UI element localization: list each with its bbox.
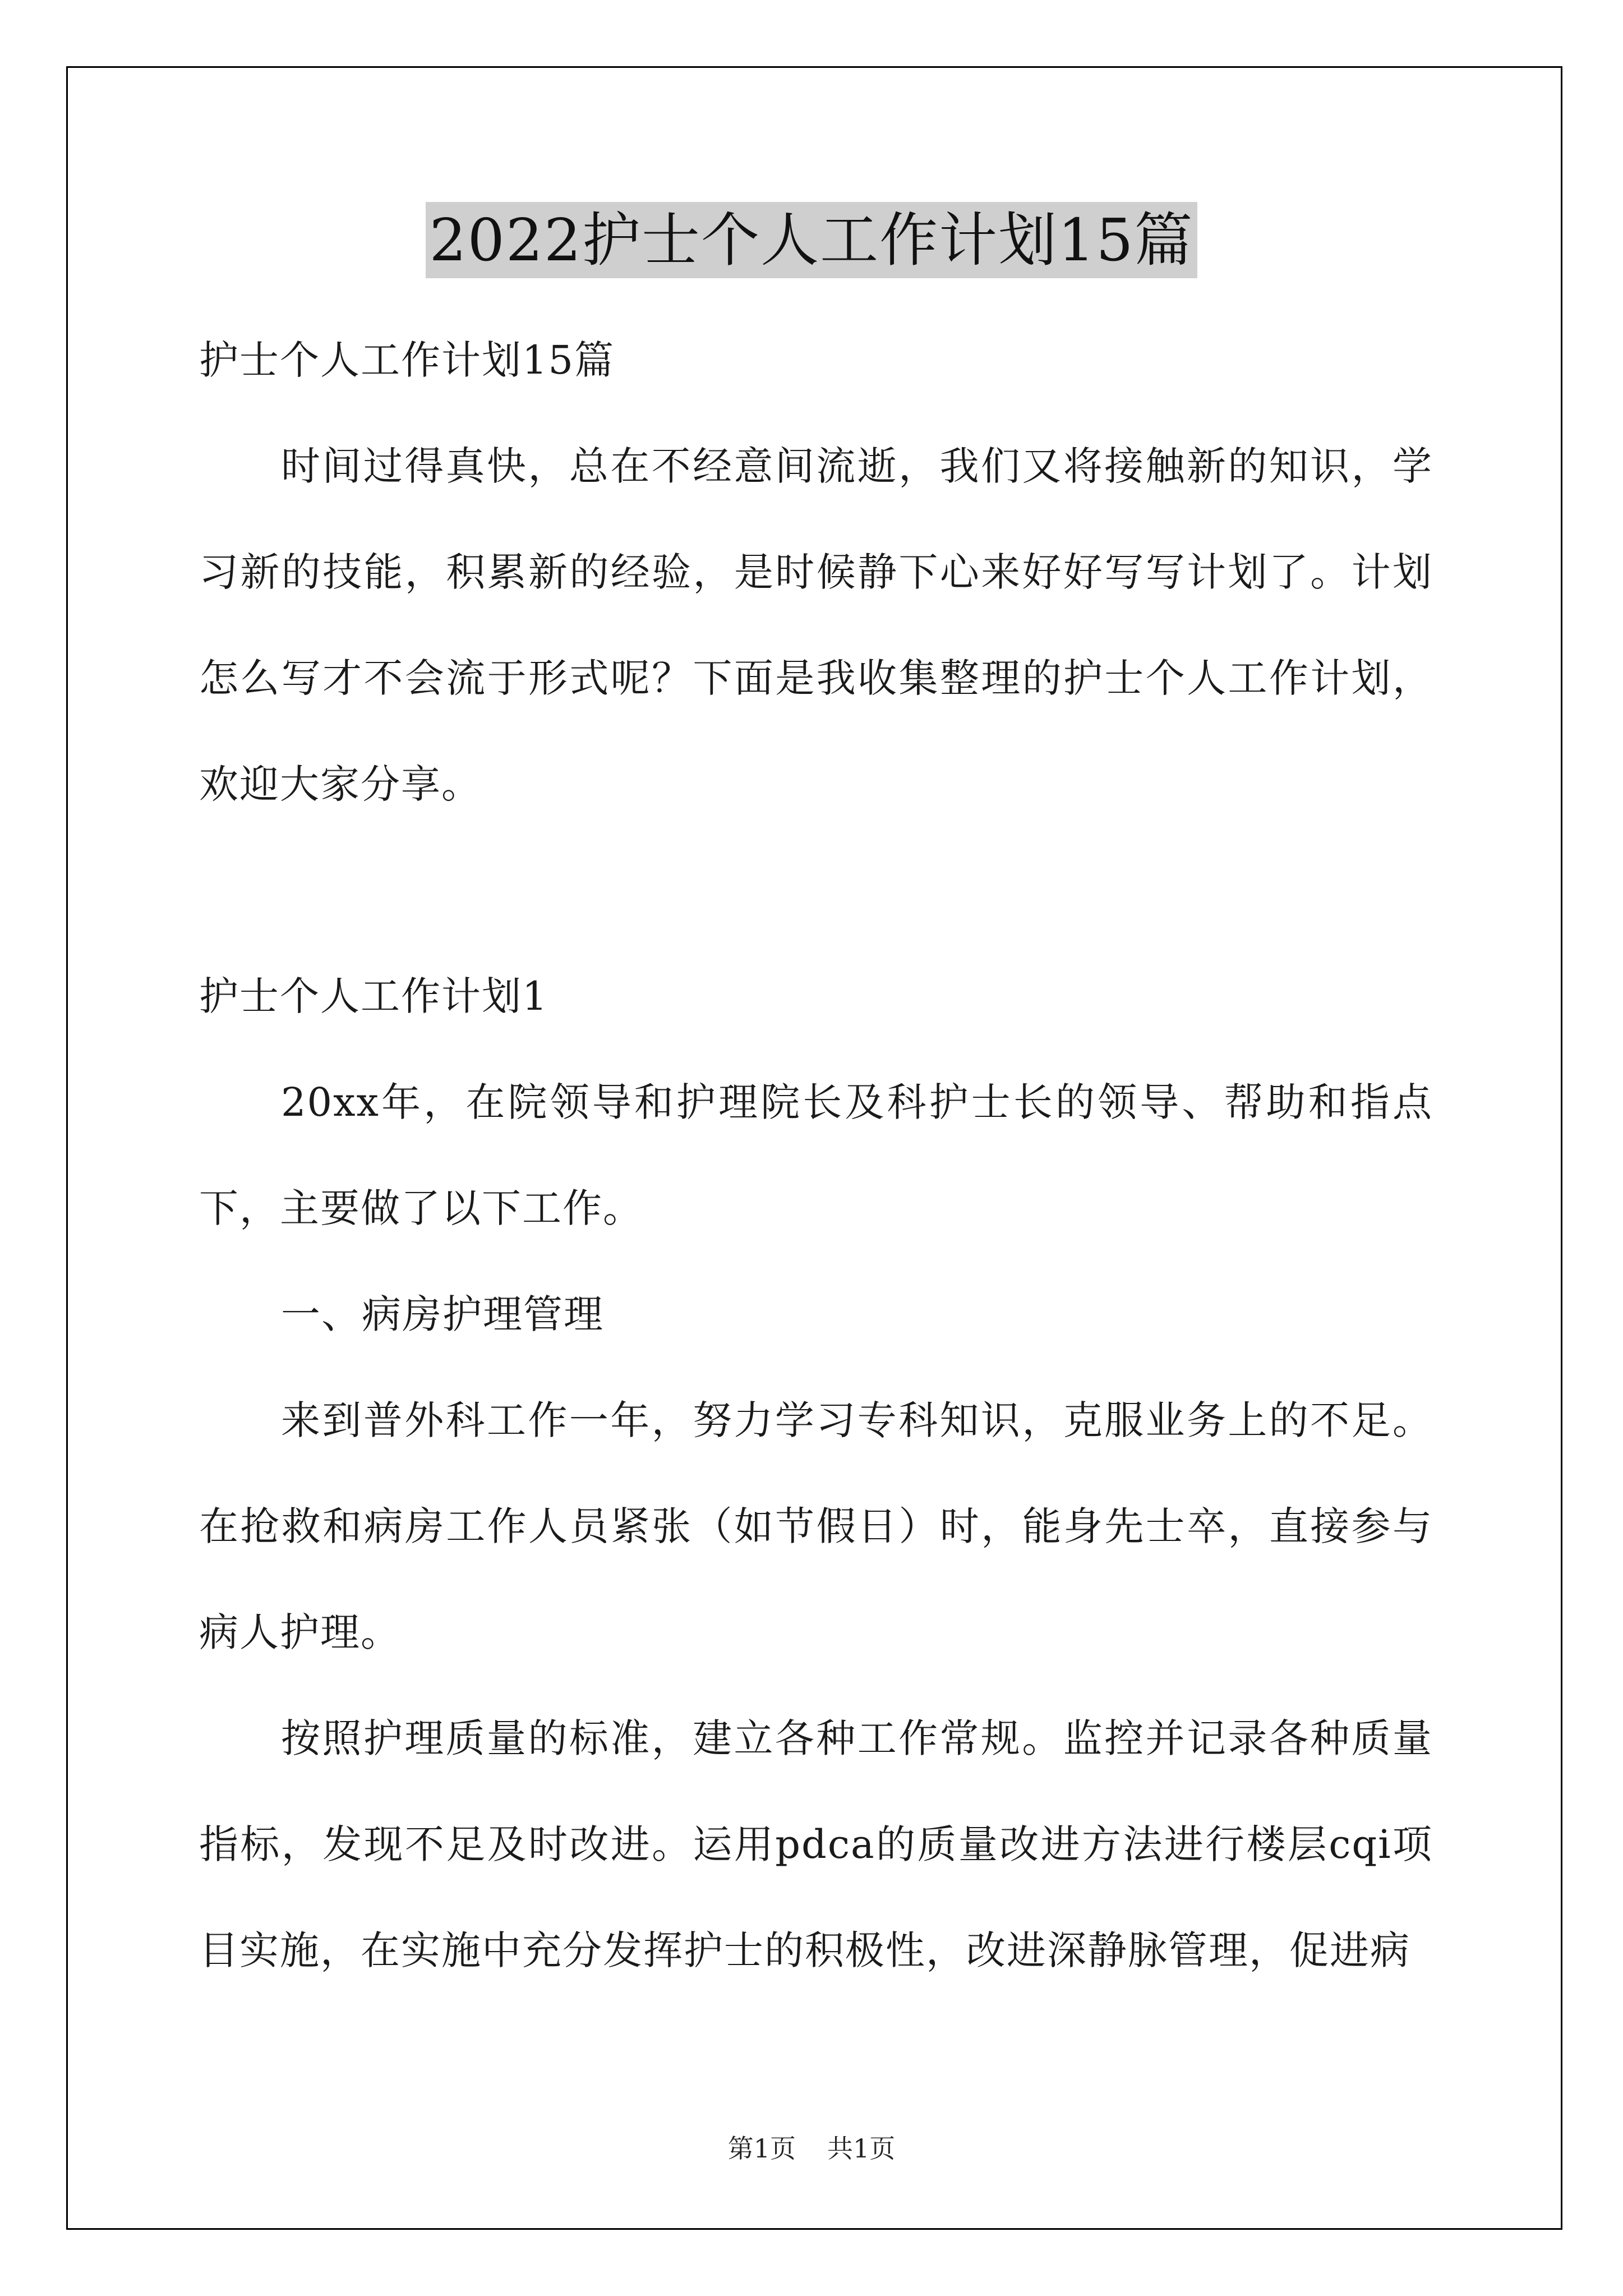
body-paragraph: 20xx年，在院领导和护理院长及科护士长的领导、帮助和指点下，主要做了以下工作。 [199,1079,1433,1231]
document-title: 2022护士个人工作计划15篇 [426,202,1197,278]
intro-paragraph: 时间过得真快，总在不经意间流逝，我们又将接触新的知识，学习新的技能，积累新的经验，是时候静下心来好好写写计划了。计划怎么写才不会流于形式呢？下面是我收集整理的护士个人工作计划，欢迎大家分享。 [199,443,1433,807]
body-paragraph: 按照护理质量的标准，建立各种工作常规。监控并记录各种质量指标，发现不足及时改进。运用pdca的质量改进方法进行楼层cqi项目实施，在实施中充分发挥护士的积极性，改进深静脉管理，促进病 [199,1715,1433,1973]
subtitle: 护士个人工作计划15篇 [199,337,615,383]
paragraph-spacer [199,838,1433,944]
document-body [199,307,1433,2004]
title-container [0,202,1623,278]
body-paragraph: 来到普外科工作一年，努力学习专科知识，克服业务上的不足。在抢救和病房工作人员紧张（如节假日）时，能身先士卒，直接参与病人护理。 [199,1397,1433,1655]
page-footer [0,2132,1623,2165]
section-heading: 护士个人工作计划1 [199,973,548,1019]
subsection-heading: 一、病房护理管理 [281,1291,604,1337]
page-total: 共1页 [827,2133,896,2164]
page-number: 第1页 [727,2133,796,2164]
